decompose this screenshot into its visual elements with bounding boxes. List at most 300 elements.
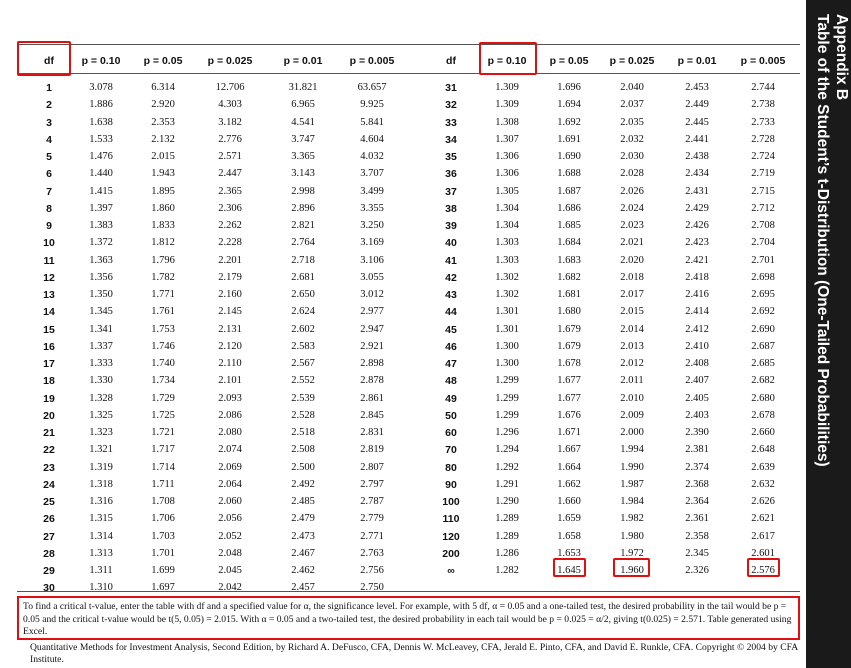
left-t-value-cell: 2.045 xyxy=(218,565,242,576)
right-t-value-cell: 1.299 xyxy=(495,392,519,404)
left-header-p1: p = 0.10 xyxy=(81,55,121,67)
left-df-cell: 11 xyxy=(43,254,55,267)
left-t-value-cell: 1.356 xyxy=(89,271,113,283)
right-t-value-cell: 1.653 xyxy=(557,547,581,559)
left-t-value-cell: 2.473 xyxy=(291,530,315,542)
right-t-value-cell: 2.648 xyxy=(751,444,775,456)
right-t-value-cell: 2.403 xyxy=(685,409,709,421)
left-df-cell: 4 xyxy=(46,133,52,146)
left-t-value-cell: 1.697 xyxy=(151,582,175,594)
right-df-cell: 46 xyxy=(445,340,457,353)
left-t-value-cell: 2.048 xyxy=(218,547,242,559)
left-df-cell: 9 xyxy=(46,220,52,232)
right-t-value-cell: 1.659 xyxy=(557,513,581,525)
right-t-value-cell: 2.020 xyxy=(620,254,644,266)
left-t-value-cell: 2.500 xyxy=(291,461,315,473)
left-t-value-cell: 2.365 xyxy=(218,185,242,197)
left-t-value-cell: 1.714 xyxy=(151,461,175,473)
highlight-inf-p0025 xyxy=(613,558,650,577)
right-t-value-cell: 2.685 xyxy=(751,358,775,369)
left-t-value-cell: 63.657 xyxy=(357,82,387,93)
left-t-value-cell: 2.306 xyxy=(218,202,242,214)
left-t-value-cell: 6.314 xyxy=(151,82,175,93)
left-t-value-cell: 1.330 xyxy=(89,375,113,387)
right-df-cell: 47 xyxy=(445,358,457,370)
left-t-value-cell: 2.776 xyxy=(218,133,242,145)
left-t-value-cell: 1.717 xyxy=(151,444,175,456)
left-t-value-cell: 1.310 xyxy=(89,582,113,594)
left-t-value-cell: 2.120 xyxy=(218,340,242,352)
left-t-value-cell: 2.650 xyxy=(291,289,315,300)
left-t-value-cell: 2.052 xyxy=(218,530,242,542)
right-t-value-cell: 1.685 xyxy=(557,220,581,231)
right-t-value-cell: 1.664 xyxy=(557,461,581,473)
right-t-value-cell: 1.302 xyxy=(495,271,519,283)
left-t-value-cell: 1.321 xyxy=(89,444,113,456)
right-t-value-cell: 1.691 xyxy=(557,133,581,145)
right-t-value-cell: 2.358 xyxy=(685,530,709,542)
right-df-cell: 41 xyxy=(445,254,457,267)
left-t-value-cell: 1.734 xyxy=(151,375,175,387)
left-t-value-cell: 2.093 xyxy=(218,392,242,404)
left-t-value-cell: 1.729 xyxy=(151,392,175,404)
right-t-value-cell: 1.301 xyxy=(495,323,519,335)
left-t-value-cell: 4.032 xyxy=(360,151,384,162)
right-t-value-cell: 2.680 xyxy=(751,392,775,404)
left-t-value-cell: 2.080 xyxy=(218,427,242,438)
right-t-value-cell: 1.696 xyxy=(557,82,581,93)
left-t-value-cell: 2.819 xyxy=(360,444,384,456)
right-t-value-cell: 2.024 xyxy=(620,202,644,214)
right-t-value-cell: 2.021 xyxy=(620,237,644,249)
left-t-value-cell: 1.313 xyxy=(89,547,113,559)
right-t-value-cell: 1.660 xyxy=(557,496,581,507)
right-t-value-cell: 1.299 xyxy=(495,409,519,421)
right-t-value-cell: 2.431 xyxy=(685,185,709,197)
right-t-value-cell: 2.009 xyxy=(620,409,644,421)
left-t-value-cell: 2.262 xyxy=(218,220,242,231)
right-t-value-cell: 2.744 xyxy=(751,82,775,93)
right-t-value-cell: 1.290 xyxy=(495,496,519,507)
left-t-value-cell: 1.315 xyxy=(89,513,113,525)
left-t-value-cell: 3.707 xyxy=(360,168,384,180)
right-t-value-cell: 1.681 xyxy=(557,289,581,300)
right-df-cell: 39 xyxy=(445,220,457,232)
left-header-p5: p = 0.005 xyxy=(349,55,395,67)
right-t-value-cell: 1.291 xyxy=(495,478,519,490)
right-t-value-cell: 2.690 xyxy=(751,323,775,335)
left-t-value-cell: 2.110 xyxy=(218,358,242,369)
right-t-value-cell: 1.286 xyxy=(495,547,519,559)
left-t-value-cell: 1.860 xyxy=(151,202,175,214)
right-t-value-cell: 2.381 xyxy=(685,444,709,456)
right-df-cell: 100 xyxy=(442,496,460,508)
left-t-value-cell: 3.355 xyxy=(360,202,384,214)
left-t-value-cell: 1.943 xyxy=(151,168,175,180)
left-t-value-cell: 2.101 xyxy=(218,375,242,387)
left-t-value-cell: 6.965 xyxy=(291,99,315,111)
left-df-cell: 19 xyxy=(43,392,55,405)
left-t-value-cell: 2.528 xyxy=(291,409,315,421)
right-t-value-cell: 2.035 xyxy=(620,116,644,128)
right-t-value-cell: 1.303 xyxy=(495,237,519,249)
highlight-p010-header xyxy=(479,42,537,75)
left-df-cell: 13 xyxy=(43,289,55,301)
right-t-value-cell: 2.345 xyxy=(685,547,709,559)
left-t-value-cell: 1.761 xyxy=(151,306,175,318)
left-t-value-cell: 2.821 xyxy=(291,220,315,231)
left-df-cell: 15 xyxy=(43,323,55,336)
right-header-p4: p = 0.01 xyxy=(677,55,717,67)
right-t-value-cell: 2.364 xyxy=(685,496,709,507)
highlight-df-header xyxy=(17,41,71,76)
right-t-value-cell: 2.692 xyxy=(751,306,775,318)
highlight-inf-p0005 xyxy=(747,558,780,577)
right-t-value-cell: 2.621 xyxy=(751,513,775,525)
right-t-value-cell: 1.686 xyxy=(557,202,581,214)
left-df-cell: 23 xyxy=(43,461,55,474)
right-df-cell: 120 xyxy=(442,530,460,543)
left-t-value-cell: 1.383 xyxy=(89,220,113,231)
right-t-value-cell: 2.601 xyxy=(751,547,775,559)
left-t-value-cell: 1.753 xyxy=(151,323,175,335)
right-t-value-cell: 1.306 xyxy=(495,151,519,162)
left-t-value-cell: 2.160 xyxy=(218,289,242,300)
right-t-value-cell: 2.438 xyxy=(685,151,709,162)
left-t-value-cell: 3.143 xyxy=(291,168,315,180)
right-t-value-cell: 2.410 xyxy=(685,340,709,352)
left-t-value-cell: 2.485 xyxy=(291,496,315,507)
right-t-value-cell: 1.662 xyxy=(557,478,581,490)
right-t-value-cell: 2.449 xyxy=(685,99,709,111)
right-t-value-cell: 2.738 xyxy=(751,99,775,111)
right-t-value-cell: 2.374 xyxy=(685,461,709,473)
right-t-value-cell: 1.972 xyxy=(620,547,644,559)
usage-note-text: To find a critical t-value, enter the table with df and a specified value for α, the significance level. For example, with 5 df, α = 0.05 and a one-tailed test, the desired probability in the tail would be p = 0.05 and the critical t-value would be t(5, 0.05) = 2.015. With α = 0.05 and a two-tailed test, the desired probability in each tail would be p = 0.025 = α/2, giving t(0.025) = 2.571. Table generated using Excel. xyxy=(23,601,792,637)
right-t-value-cell: 1.301 xyxy=(495,306,519,318)
right-df-cell: 110 xyxy=(442,513,460,526)
left-t-value-cell: 2.056 xyxy=(218,513,242,525)
right-t-value-cell: 2.429 xyxy=(685,202,709,214)
left-t-value-cell: 2.787 xyxy=(360,496,384,507)
left-t-value-cell: 3.747 xyxy=(291,133,315,145)
right-t-value-cell: 2.414 xyxy=(685,306,709,318)
right-t-value-cell: 1.667 xyxy=(557,444,581,456)
header-rule-bottom xyxy=(17,73,800,74)
left-df-cell: 22 xyxy=(43,444,55,457)
left-df-cell: 27 xyxy=(43,530,55,543)
right-t-value-cell: 2.028 xyxy=(620,168,644,180)
left-t-value-cell: 2.064 xyxy=(218,478,242,490)
right-df-cell: 37 xyxy=(445,185,457,198)
left-t-value-cell: 3.106 xyxy=(360,254,384,266)
right-header-p2: p = 0.05 xyxy=(549,55,589,67)
left-t-value-cell: 2.179 xyxy=(218,271,242,283)
right-t-value-cell: 1.694 xyxy=(557,99,581,111)
right-t-value-cell: 2.418 xyxy=(685,271,709,283)
left-t-value-cell: 1.372 xyxy=(89,237,113,249)
left-t-value-cell: 1.796 xyxy=(151,254,175,266)
left-df-cell: 12 xyxy=(43,271,55,284)
right-t-value-cell: 1.687 xyxy=(557,185,581,197)
right-t-value-cell: 1.994 xyxy=(620,444,644,456)
right-t-value-cell: 1.294 xyxy=(495,444,519,456)
left-t-value-cell: 1.706 xyxy=(151,513,175,525)
table-bottom-rule xyxy=(17,591,800,592)
right-t-value-cell: 1.303 xyxy=(495,254,519,266)
right-t-value-cell: 1.306 xyxy=(495,168,519,180)
source-credit xyxy=(30,642,800,666)
left-t-value-cell: 2.681 xyxy=(291,271,315,283)
right-t-value-cell: 2.030 xyxy=(620,151,644,162)
left-t-value-cell: 2.583 xyxy=(291,340,315,352)
right-df-cell: 31 xyxy=(445,82,457,94)
right-t-value-cell: 2.733 xyxy=(751,116,775,128)
left-df-cell: 2 xyxy=(46,99,52,112)
left-t-value-cell: 3.182 xyxy=(218,116,242,128)
left-t-value-cell: 12.706 xyxy=(215,82,245,93)
left-t-value-cell: 1.314 xyxy=(89,530,113,542)
left-t-value-cell: 2.797 xyxy=(360,478,384,490)
left-t-value-cell: 2.898 xyxy=(360,358,384,369)
right-t-value-cell: 1.309 xyxy=(495,82,519,93)
left-t-value-cell: 9.925 xyxy=(360,99,384,111)
right-t-value-cell: 1.296 xyxy=(495,427,519,438)
usage-note xyxy=(17,596,800,640)
right-df-cell: 200 xyxy=(442,547,460,560)
left-t-value-cell: 2.771 xyxy=(360,530,384,542)
right-t-value-cell: 2.040 xyxy=(620,82,644,93)
right-df-cell: 32 xyxy=(445,99,457,112)
right-df-cell: 44 xyxy=(445,306,457,319)
left-t-value-cell: 2.947 xyxy=(360,323,384,335)
left-t-value-cell: 2.457 xyxy=(291,582,315,594)
left-t-value-cell: 2.552 xyxy=(291,375,315,387)
left-t-value-cell: 1.319 xyxy=(89,461,113,473)
right-t-value-cell: 2.405 xyxy=(685,392,709,404)
left-t-value-cell: 2.602 xyxy=(291,323,315,335)
right-df-cell: ∞ xyxy=(447,565,455,577)
left-t-value-cell: 4.604 xyxy=(360,133,384,145)
right-df-cell: 34 xyxy=(445,133,457,146)
left-t-value-cell: 2.567 xyxy=(291,358,315,369)
right-t-value-cell: 1.990 xyxy=(620,461,644,473)
left-t-value-cell: 1.345 xyxy=(89,306,113,318)
left-t-value-cell: 2.539 xyxy=(291,392,315,404)
left-t-value-cell: 3.055 xyxy=(360,271,384,283)
right-t-value-cell: 1.987 xyxy=(620,478,644,490)
right-df-cell: 70 xyxy=(445,444,457,457)
right-t-value-cell: 2.000 xyxy=(620,427,644,438)
left-t-value-cell: 1.311 xyxy=(89,565,113,576)
left-t-value-cell: 3.365 xyxy=(291,151,315,162)
left-t-value-cell: 2.069 xyxy=(218,461,242,473)
right-t-value-cell: 1.308 xyxy=(495,116,519,128)
left-t-value-cell: 2.479 xyxy=(291,513,315,525)
left-t-value-cell: 1.701 xyxy=(151,547,175,559)
left-t-value-cell: 1.350 xyxy=(89,289,113,300)
right-t-value-cell: 2.421 xyxy=(685,254,709,266)
right-t-value-cell: 2.032 xyxy=(620,133,644,145)
right-df-cell: 43 xyxy=(445,289,457,301)
left-t-value-cell: 2.201 xyxy=(218,254,242,266)
right-t-value-cell: 1.302 xyxy=(495,289,519,300)
left-t-value-cell: 2.518 xyxy=(291,427,315,438)
left-t-value-cell: 2.896 xyxy=(291,202,315,214)
right-df-cell: 42 xyxy=(445,271,457,284)
left-t-value-cell: 2.764 xyxy=(291,237,315,249)
right-t-value-cell: 1.292 xyxy=(495,461,519,473)
right-t-value-cell: 1.688 xyxy=(557,168,581,180)
left-t-value-cell: 1.833 xyxy=(151,220,175,231)
right-t-value-cell: 1.299 xyxy=(495,375,519,387)
right-t-value-cell: 2.416 xyxy=(685,289,709,300)
right-t-value-cell: 2.712 xyxy=(751,202,775,214)
left-t-value-cell: 1.711 xyxy=(151,478,175,490)
left-df-cell: 6 xyxy=(46,168,52,181)
left-df-cell: 10 xyxy=(43,237,55,250)
right-t-value-cell: 2.434 xyxy=(685,168,709,180)
right-t-value-cell: 2.728 xyxy=(751,133,775,145)
left-df-cell: 24 xyxy=(43,478,55,491)
left-t-value-cell: 2.015 xyxy=(151,151,175,162)
left-t-value-cell: 1.886 xyxy=(89,99,113,111)
right-t-value-cell: 1.677 xyxy=(557,392,581,404)
left-t-value-cell: 2.508 xyxy=(291,444,315,456)
left-header-df: df xyxy=(44,55,54,67)
right-t-value-cell: 1.300 xyxy=(495,358,519,369)
right-t-value-cell: 1.289 xyxy=(495,530,519,542)
right-t-value-cell: 2.682 xyxy=(751,375,775,387)
right-t-value-cell: 1.305 xyxy=(495,185,519,197)
right-t-value-cell: 2.013 xyxy=(620,340,644,352)
right-t-value-cell: 1.982 xyxy=(620,513,644,525)
right-t-value-cell: 1.980 xyxy=(620,530,644,542)
left-t-value-cell: 2.060 xyxy=(218,496,242,507)
left-t-value-cell: 1.721 xyxy=(151,427,175,438)
right-t-value-cell: 2.037 xyxy=(620,99,644,111)
right-df-cell: 90 xyxy=(445,478,457,491)
left-df-cell: 16 xyxy=(43,340,55,353)
right-t-value-cell: 2.361 xyxy=(685,513,709,525)
left-t-value-cell: 1.323 xyxy=(89,427,113,438)
right-t-value-cell: 2.441 xyxy=(685,133,709,145)
left-t-value-cell: 3.169 xyxy=(360,237,384,249)
left-t-value-cell: 1.337 xyxy=(89,340,113,352)
left-t-value-cell: 2.462 xyxy=(291,565,315,576)
left-t-value-cell: 4.541 xyxy=(291,116,315,128)
left-t-value-cell: 1.740 xyxy=(151,358,175,369)
left-t-value-cell: 5.841 xyxy=(360,116,384,128)
left-t-value-cell: 2.977 xyxy=(360,306,384,318)
left-t-value-cell: 2.467 xyxy=(291,547,315,559)
right-t-value-cell: 1.677 xyxy=(557,375,581,387)
right-t-value-cell: 1.282 xyxy=(495,565,519,576)
right-t-value-cell: 2.695 xyxy=(751,289,775,300)
right-t-value-cell: 1.671 xyxy=(557,427,581,438)
right-t-value-cell: 2.010 xyxy=(620,392,644,404)
left-df-cell: 28 xyxy=(43,547,55,560)
right-df-cell: 80 xyxy=(445,461,457,474)
right-t-value-cell: 2.678 xyxy=(751,409,775,421)
right-t-value-cell: 2.453 xyxy=(685,82,709,93)
right-t-value-cell: 2.014 xyxy=(620,323,644,335)
left-t-value-cell: 2.831 xyxy=(360,427,384,438)
left-t-value-cell: 2.779 xyxy=(360,513,384,525)
left-t-value-cell: 31.821 xyxy=(288,82,318,93)
left-df-cell: 26 xyxy=(43,513,55,526)
right-df-cell: 36 xyxy=(445,168,457,181)
right-df-cell: 49 xyxy=(445,392,457,405)
right-t-value-cell: 2.017 xyxy=(620,289,644,300)
right-t-value-cell: 1.645 xyxy=(557,565,581,576)
right-t-value-cell: 2.719 xyxy=(751,168,775,180)
right-t-value-cell: 2.326 xyxy=(685,565,709,576)
right-t-value-cell: 1.680 xyxy=(557,306,581,318)
left-df-cell: 5 xyxy=(46,151,52,163)
right-header-p3: p = 0.025 xyxy=(609,55,655,67)
right-t-value-cell: 1.678 xyxy=(557,358,581,369)
right-header-p1: p = 0.10 xyxy=(487,55,527,67)
left-t-value-cell: 1.341 xyxy=(89,323,113,335)
left-t-value-cell: 1.638 xyxy=(89,116,113,128)
right-t-value-cell: 2.632 xyxy=(751,478,775,490)
right-t-value-cell: 2.023 xyxy=(620,220,644,231)
header-rule-top xyxy=(17,44,800,45)
left-df-cell: 20 xyxy=(43,409,55,422)
left-header-p3: p = 0.025 xyxy=(207,55,253,67)
right-header-df: df xyxy=(446,55,456,67)
left-t-value-cell: 1.533 xyxy=(89,133,113,145)
right-t-value-cell: 2.715 xyxy=(751,185,775,197)
right-t-value-cell: 2.660 xyxy=(751,427,775,438)
left-t-value-cell: 2.878 xyxy=(360,375,384,387)
right-df-cell: 38 xyxy=(445,202,457,215)
left-t-value-cell: 1.746 xyxy=(151,340,175,352)
left-t-value-cell: 1.812 xyxy=(151,237,175,249)
right-t-value-cell: 2.708 xyxy=(751,220,775,231)
right-t-value-cell: 2.626 xyxy=(751,496,775,507)
left-t-value-cell: 1.440 xyxy=(89,168,113,180)
right-t-value-cell: 1.309 xyxy=(495,99,519,111)
left-t-value-cell: 2.042 xyxy=(218,582,242,594)
left-t-value-cell: 3.499 xyxy=(360,185,384,197)
right-t-value-cell: 2.012 xyxy=(620,358,644,369)
left-df-cell: 25 xyxy=(43,496,55,508)
appendix-title xyxy=(806,0,851,668)
left-t-value-cell: 2.228 xyxy=(218,237,242,249)
left-t-value-cell: 1.397 xyxy=(89,202,113,214)
right-t-value-cell: 1.289 xyxy=(495,513,519,525)
left-t-value-cell: 2.492 xyxy=(291,478,315,490)
right-t-value-cell: 2.617 xyxy=(751,530,775,542)
left-t-value-cell: 2.807 xyxy=(360,461,384,473)
right-t-value-cell: 1.300 xyxy=(495,340,519,352)
right-df-cell: 60 xyxy=(445,427,457,439)
right-t-value-cell: 1.690 xyxy=(557,151,581,162)
right-t-value-cell: 2.698 xyxy=(751,271,775,283)
highlight-inf-p005 xyxy=(553,558,586,577)
left-t-value-cell: 1.333 xyxy=(89,358,113,369)
right-df-cell: 48 xyxy=(445,375,457,388)
left-header-p2: p = 0.05 xyxy=(143,55,183,67)
left-t-value-cell: 1.708 xyxy=(151,496,175,507)
right-t-value-cell: 2.724 xyxy=(751,151,775,162)
right-t-value-cell: 2.408 xyxy=(685,358,709,369)
right-t-value-cell: 2.687 xyxy=(751,340,775,352)
left-t-value-cell: 3.012 xyxy=(360,289,384,300)
right-t-value-cell: 1.679 xyxy=(557,340,581,352)
